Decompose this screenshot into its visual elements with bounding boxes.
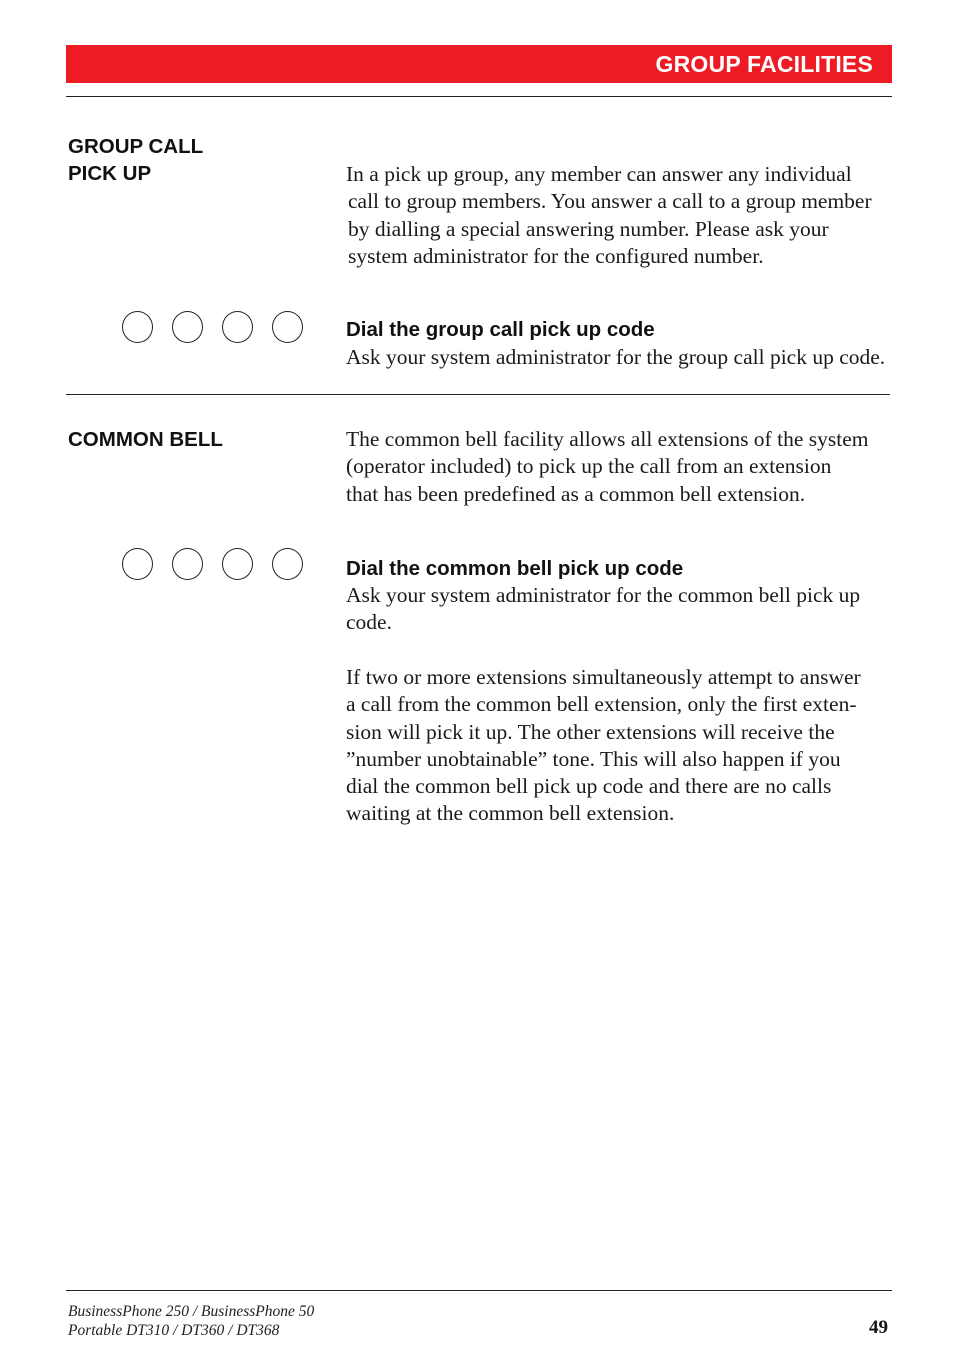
text-line: code. (346, 610, 392, 635)
dial-key-icon (272, 311, 303, 343)
step-heading-common-bell: Dial the common bell pick up code (346, 557, 684, 580)
text-line: The common bell facility allows all extensions of the system (346, 427, 869, 451)
header-divider (66, 96, 892, 97)
section-label-common-bell (68, 426, 223, 453)
step-heading-group-call: Dial the group call pick up code (346, 318, 655, 341)
dial-key-icon (122, 311, 153, 343)
dial-key-icon (172, 311, 203, 343)
footer-divider (66, 1290, 892, 1291)
dial-key-icon (222, 311, 253, 343)
text-line: ”number unobtainable” tone. This will also happen if you (346, 746, 841, 771)
text-line: (operator included) to pick up the call from an extension (346, 454, 832, 479)
text-line: by dialling a special answering number. Please ask your (348, 216, 829, 241)
text-line: In a pick up group, any member can answer any individual (346, 162, 852, 186)
text-line: that has been predefined as a common bell extension. (346, 481, 806, 506)
group-call-pick-up-intro (346, 161, 891, 270)
page-section-title: GROUP FACILITIES (655, 51, 873, 77)
step-text-common-bell (346, 582, 891, 637)
section-label-line: COMMON BELL (68, 428, 223, 451)
text-line: a call from the common bell extension, only the first exten- (346, 692, 857, 717)
text-line: call to group members. You answer a call to a group member (348, 189, 872, 214)
dial-key-icon (222, 548, 253, 580)
section-label-line: GROUP CALL (68, 135, 204, 158)
text-line: system administrator for the configured number. (348, 243, 764, 268)
common-bell-note (346, 664, 891, 828)
text-line: Ask your system administrator for the common bell pick up (346, 583, 861, 607)
dial-key-icon (122, 548, 153, 580)
footer-line: BusinessPhone 250 / BusinessPhone 50 (68, 1303, 315, 1320)
section-label-group-call-pick-up (68, 133, 203, 187)
section-label-line: PICK UP (68, 162, 152, 185)
text-line: sion will pick it up. The other extensions will receive the (346, 719, 835, 744)
footer-product-name (68, 1302, 314, 1340)
text-line: waiting at the common bell extension. (346, 801, 675, 826)
common-bell-intro (346, 426, 891, 508)
section-divider (66, 394, 890, 395)
text-line: Ask your system administrator for the group call pick up code. (346, 345, 886, 369)
dial-key-icon (172, 548, 203, 580)
dial-key-icon (272, 548, 303, 580)
page-number: 49 (869, 1317, 888, 1338)
footer-line: Portable DT310 / DT360 / DT368 (68, 1322, 280, 1339)
header-bar (66, 45, 892, 83)
step-text-group-call (346, 344, 891, 371)
text-line: dial the common bell pick up code and there are no calls (346, 774, 832, 799)
text-line: If two or more extensions simultaneously attempt to answer (346, 665, 861, 689)
